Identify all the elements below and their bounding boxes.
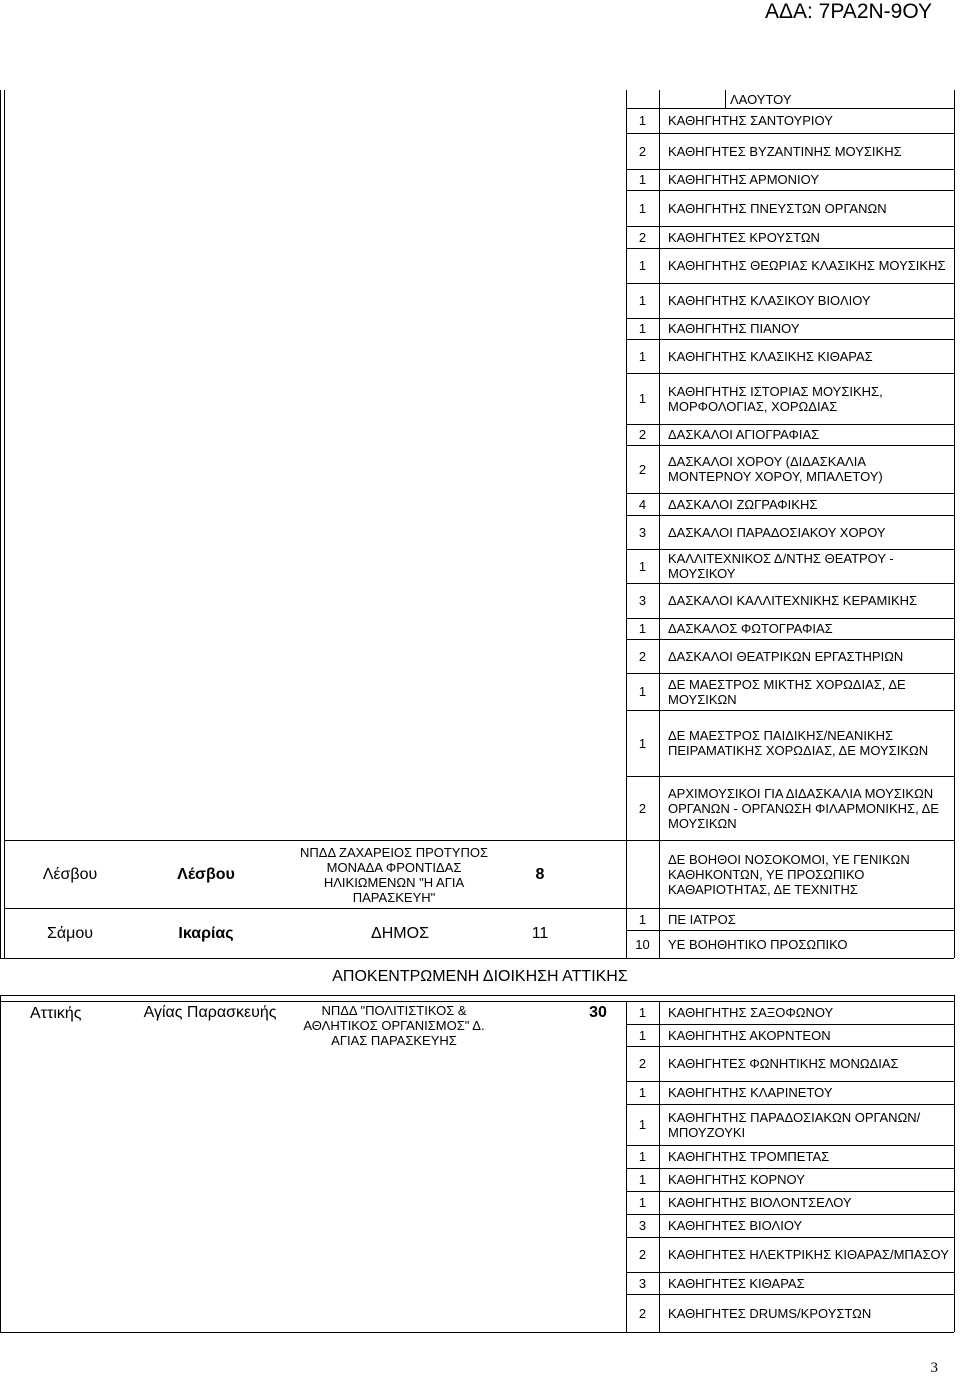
row-specialty: ΔΑΣΚΑΛΟΙ ΚΑΛΛΙΤΕΧΝΙΚΗΣ ΚΕΡΑΜΙΚΗΣ [668, 593, 918, 608]
total-agia-paraskevi: 30 [589, 1004, 607, 1021]
row-count: 3 [638, 1275, 647, 1291]
body-lesvos: ΝΠΔΔ ΖΑΧΑΡΕΙΟΣ ΠΡΟΤΥΠΟΣ ΜΟΝΑΔΑ ΦΡΟΝΤΙΔΑΣ ΗΛΙΚΙΩΜΕΝΩΝ "Η ΑΓΙΑ ΠΑΡΑΣΚΕΥΗ" [299, 844, 489, 905]
row-specialty: ΚΑΘΗΓΗΤΗΣ ΠΑΡΑΔΟΣΙΑΚΩΝ ΟΡΓΑΝΩΝ/ΜΠΟΥΖΟΥΚΙ [668, 1109, 921, 1140]
row-count: 2 [638, 229, 647, 245]
row-count: 3 [638, 524, 647, 540]
region-attiki: Αττικής [30, 1005, 82, 1022]
region-lesvos: Λέσβου [42, 865, 98, 883]
row-specialty: ΚΑΘΗΓΗΤΗΣ ΣΑΝΤΟΥΡΙΟΥ [668, 113, 833, 128]
row-specialty: ΚΑΘΗΓΗΤΕΣ DRUMS/ΚΡΟΥΣΤΩΝ [668, 1305, 872, 1321]
row-count: 2 [638, 427, 647, 442]
row-count [626, 90, 659, 108]
row-count: 1 [638, 321, 647, 336]
row-count: 1 [638, 200, 647, 216]
ada-header: ΑΔΑ: 7ΡΑ2Ν-9ΟΥ [764, 0, 932, 23]
row-specialty: ΑΡΧΙΜΟΥΣΙΚΟΙ ΓΙΑ ΔΙΔΑΣΚΑΛΙΑ ΜΟΥΣΙΚΩΝ ΟΡΓΑΝΩΝ - ΟΡΓΑΝΩΣΗ ΦΙΛΑΡΜΟΝΙΚΗΣ, ΔΕ ΜΟΥΣΙΚΩΝ [668, 785, 939, 831]
row-count: 1 [638, 684, 647, 699]
row-count: 2 [638, 461, 647, 477]
row-specialty: ΔΑΣΚΑΛΟΙ ΠΑΡΑΔΟΣΙΑΚΟΥ ΧΟΡΟΥ [668, 524, 886, 540]
row-count: 1 [638, 348, 647, 364]
region-samos: Σάμου [46, 924, 93, 942]
row-specialty: ΚΑΘΗΓΗΤΗΣ ΚΛΑΡΙΝΕΤΟΥ [668, 1085, 833, 1100]
row-specialty: ΚΑΘΗΓΗΤΕΣ ΒΙΟΛΙΟΥ [668, 1218, 803, 1233]
row-count: 1 [638, 258, 647, 273]
total-samos: 11 [531, 924, 549, 942]
row-specialty: ΔΑΣΚΑΛΟΙ ΑΓΙΟΓΡΑΦΙΑΣ [668, 427, 820, 442]
row-count: 2 [638, 648, 647, 664]
row-specialty: ΚΑΘΗΓΗΤΕΣ ΚΙΘΑΡΑΣ [668, 1275, 805, 1291]
row-count: 10 [635, 936, 650, 952]
row-specialty: ΛΑΟΥΤΟΥ [730, 91, 792, 107]
row-specialty: ΔΕ ΜΑΕΣΤΡΟΣ ΠΑΙΔΙΚΗΣ/ΝΕΑΝΙΚΗΣ ΠΕΙΡΑΜΑΤΙΚΗΣ ΧΟΡΩΔΙΑΣ, ΔΕ ΜΟΥΣΙΚΩΝ [668, 728, 929, 758]
row-specialty: ΚΑΘΗΓΗΤΗΣ ΚΟΡΝΟΥ [668, 1172, 805, 1187]
row-specialty: ΔΑΣΚΑΛΟΙ ΧΟΡΟΥ (ΔΙΔΑΣΚΑΛΙΑ ΜΟΝΤΕΡΝΟΥ ΧΟΡΟΥ, ΜΠΑΛΕΤΟΥ) [668, 454, 883, 484]
row-count: 1 [638, 1005, 647, 1020]
row-specialty: ΚΑΘΗΓΗΤΗΣ ΚΛΑΣΙΚΗΣ ΚΙΘΑΡΑΣ [668, 348, 873, 364]
row-specialty: ΚΑΘΗΓΗΤΕΣ ΒΥΖΑΝΤΙΝΗΣ ΜΟΥΣΙΚΗΣ [668, 143, 902, 159]
row-count: 3 [638, 593, 647, 608]
row-count: 1 [638, 558, 647, 574]
row-specialty: ΚΑΘΗΓΗΤΗΣ ΣΑΞΟΦΩΝΟΥ [668, 1005, 834, 1020]
row-count: 1 [638, 911, 647, 927]
row-count: 1 [638, 1085, 647, 1100]
row-specialty: ΔΕ ΜΑΕΣΤΡΟΣ ΜΙΚΤΗΣ ΧΟΡΩΔΙΑΣ, ΔΕ ΜΟΥΣΙΚΩΝ [668, 676, 906, 707]
row-specialty: ΚΑΘΗΓΗΤΕΣ ΗΛΕΚΤΡΙΚΗΣ ΚΙΘΑΡΑΣ/ΜΠΑΣΟΥ [668, 1247, 949, 1262]
row-count: 1 [638, 1172, 647, 1187]
row-count: 1 [638, 1195, 647, 1210]
row-specialty: ΚΑΘΗΓΗΤΗΣ ΠΙΑΝΟΥ [668, 321, 800, 336]
row-count: 1 [638, 621, 647, 636]
row-count [626, 840, 659, 908]
row-specialty: ΔΑΣΚΑΛΟΙ ΘΕΑΤΡΙΚΩΝ ΕΡΓΑΣΤΗΡΙΩΝ [668, 648, 904, 664]
row-count: 4 [638, 496, 647, 512]
page-number: 3 [930, 1360, 938, 1376]
body-agia-paraskevi: ΝΠΔΔ "ΠΟΛΙΤΙΣΤΙΚΟΣ & ΑΘΛΗΤΙΚΟΣ ΟΡΓΑΝΙΣΜΟΣ" Δ. ΑΓΙΑΣ ΠΑΡΑΣΚΕΥΗΣ [303, 1003, 485, 1048]
row-count: 1 [638, 293, 647, 308]
row-count: 1 [638, 1027, 647, 1043]
row-specialty: ΚΑΘΗΓΗΤΗΣ ΑΡΜΟΝΙΟΥ [668, 172, 820, 187]
body-samos: ΔΗΜΟΣ [371, 924, 429, 942]
row-specialty: ΔΕ ΒΟΗΘΟΙ ΝΟΣΟΚΟΜΟΙ, ΥΕ ΓΕΝΙΚΩΝ ΚΑΘΗΚΟΝΤΩΝ, ΥΕ ΠΡΟΣΩΠΙΚΟ ΚΑΘΑΡΙΟΤΗΤΑΣ, ΔΕ ΤΕΧΝΙΤΗΣ [668, 851, 910, 897]
row-specialty: ΔΑΣΚΑΛΟΣ ΦΩΤΟΓΡΑΦΙΑΣ [668, 621, 833, 636]
row-count: 1 [638, 113, 647, 128]
row-count: 1 [638, 1149, 647, 1164]
row-specialty: ΚΑΘΗΓΗΤΗΣ ΠΝΕΥΣΤΩΝ ΟΡΓΑΝΩΝ [668, 200, 887, 216]
row-count: 3 [638, 1218, 647, 1233]
row-specialty: ΚΑΘΗΓΗΤΕΣ ΦΩΝΗΤΙΚΗΣ ΜΟΝΩΔΙΑΣ [668, 1056, 899, 1071]
row-specialty: ΚΑΘΗΓΗΤΗΣ ΒΙΟΛΟΝΤΣΕΛΟΥ [668, 1195, 852, 1210]
row-specialty: ΚΑΛΛΙΤΕΧΝΙΚΟΣ Δ/ΝΤΗΣ ΘΕΑΤΡΟΥ - ΜΟΥΣΙΚΟΥ [668, 551, 894, 581]
row-specialty: ΔΑΣΚΑΛΟΙ ΖΩΓΡΑΦΙΚΗΣ [668, 496, 818, 512]
section2-title: ΑΠΟΚΕΝΤΡΩΜΕΝΗ ΔΙΟΙΚΗΣΗ ΑΤΤΙΚΗΣ [332, 968, 628, 985]
row-specialty: ΚΑΘΗΓΗΤΗΣ ΚΛΑΣΙΚΟΥ ΒΙΟΛΙΟΥ [668, 293, 871, 308]
row-count: 1 [638, 172, 647, 187]
row-specialty: ΚΑΘΗΓΗΤΕΣ ΚΡΟΥΣΤΩΝ [668, 229, 820, 245]
municipality-agia-paraskevi: Αγίας Παρασκευής [143, 1004, 277, 1021]
row-count: 2 [638, 1247, 647, 1262]
row-count: 1 [638, 391, 647, 406]
row-count: 2 [638, 143, 647, 159]
total-lesvos: 8 [535, 865, 545, 883]
row-specialty: ΠΕ ΙΑΤΡΟΣ [668, 911, 736, 927]
row-count: 2 [638, 800, 647, 816]
row-specialty: ΚΑΘΗΓΗΤΗΣ ΘΕΩΡΙΑΣ ΚΛΑΣΙΚΗΣ ΜΟΥΣΙΚΗΣ [668, 258, 946, 273]
row-count: 2 [638, 1305, 647, 1321]
row-specialty: ΚΑΘΗΓΗΤΗΣ ΙΣΤΟΡΙΑΣ ΜΟΥΣΙΚΗΣ, ΜΟΡΦΟΛΟΓΙΑΣ, ΧΟΡΩΔΙΑΣ [668, 383, 883, 414]
municipality-lesvos: Λέσβου [177, 865, 235, 883]
row-count: 2 [638, 1056, 647, 1071]
row-specialty: ΥΕ ΒΟΗΘΗΤΙΚΟ ΠΡΟΣΩΠΙΚΟ [668, 936, 848, 952]
municipality-ikaria: Ικαρίας [178, 924, 234, 942]
row-count: 1 [638, 1117, 647, 1132]
row-specialty: ΚΑΘΗΓΗΤΗΣ ΤΡΟΜΠΕΤΑΣ [668, 1149, 830, 1164]
row-count: 1 [638, 735, 647, 751]
row-specialty: ΚΑΘΗΓΗΤΗΣ ΑΚΟΡΝΤΕΟΝ [668, 1027, 831, 1043]
